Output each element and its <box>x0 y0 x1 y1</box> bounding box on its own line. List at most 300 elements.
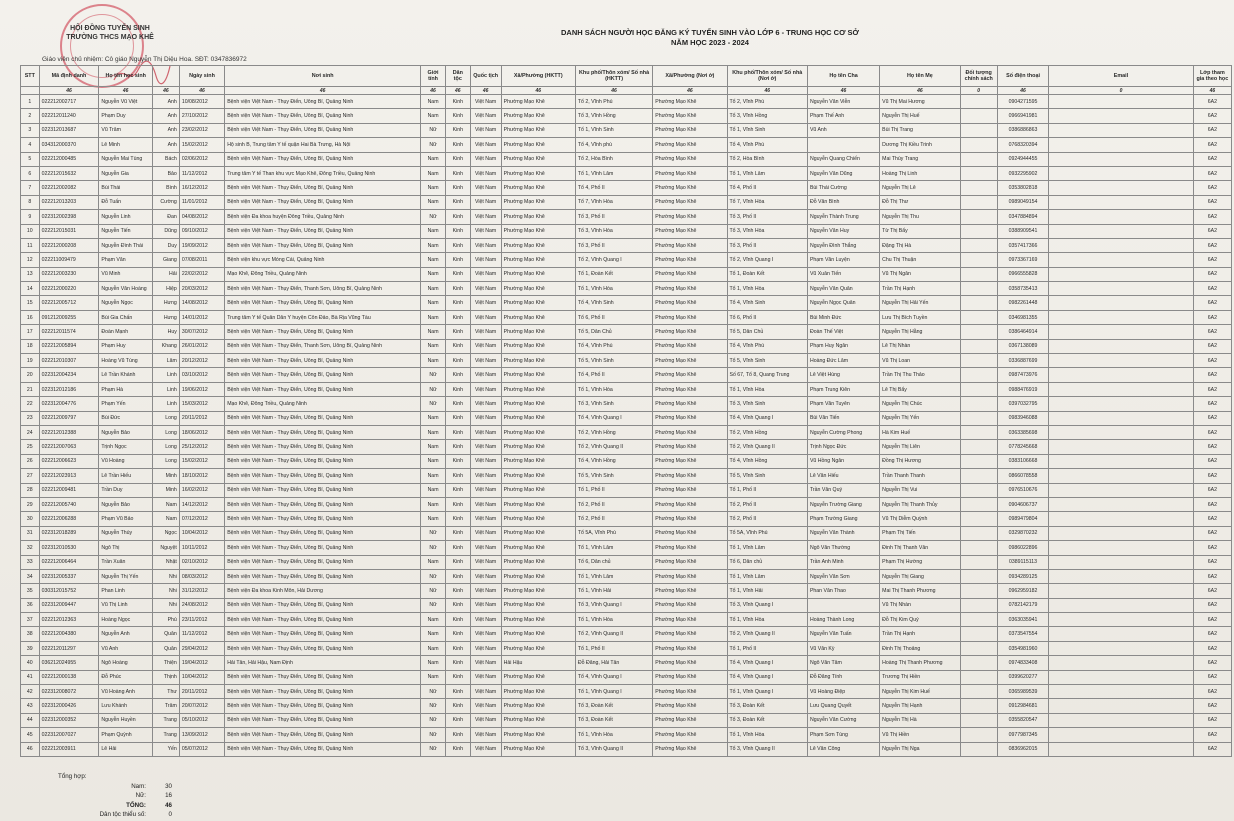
table-cell: Trang <box>153 713 180 727</box>
table-cell: Kinh <box>445 685 470 699</box>
table-cell <box>1049 469 1193 483</box>
table-row <box>21 656 1232 670</box>
table-cell: Nam <box>421 267 446 281</box>
table-row <box>21 469 1232 483</box>
table-cell: 0966941981 <box>997 109 1049 123</box>
table-cell: Nam <box>153 497 180 511</box>
table-cell: Nữ <box>421 685 446 699</box>
table-cell: Phường Mạo Khê <box>653 181 727 195</box>
table-cell: 31 <box>21 526 40 540</box>
table-cell: Lê Văn Hiếu <box>807 469 879 483</box>
table-cell: 6A2 <box>1193 166 1231 180</box>
table-cell: Hải <box>153 267 180 281</box>
table-cell: Tổ 4, Vĩnh Phú <box>727 339 807 353</box>
table-row <box>21 627 1232 641</box>
table-cell: 26 <box>21 454 40 468</box>
org-line-1: HỘI ĐỒNG TUYỂN SINH <box>70 25 150 32</box>
table-row <box>21 497 1232 511</box>
table-cell <box>960 282 997 296</box>
table-cell: Nguyễn Thị Yến <box>880 411 960 425</box>
table-cell: Vũ Thị Mai Hương <box>880 95 960 109</box>
table-cell: Tổ 1, Vĩnh Lâm <box>575 166 652 180</box>
table-cell: Tổ 4, Vĩnh Phú <box>727 138 807 152</box>
table-cell <box>1049 483 1193 497</box>
table-cell: Tổ 6, Phố II <box>727 310 807 324</box>
table-cell: 43 <box>21 699 40 713</box>
table-cell: Lưu Thị Bích Tuyền <box>880 310 960 324</box>
table-cell <box>960 512 997 526</box>
table-cell: Việt Nam <box>470 382 501 396</box>
table-cell: 10 <box>21 224 40 238</box>
table-cell: 30/07/2012 <box>179 325 224 339</box>
table-cell: Tổ 1, Vĩnh Lâm <box>727 166 807 180</box>
table-cell <box>960 627 997 641</box>
table-cell: Nữ <box>421 526 446 540</box>
table-cell: Phường Mạo Khê <box>653 728 727 742</box>
table-row <box>21 713 1232 727</box>
table-cell: Phường Mạo Khê <box>653 613 727 627</box>
table-cell: Vũ Anh <box>807 123 879 137</box>
table-cell: Phường Mạo Khê <box>501 397 575 411</box>
table-cell: Kinh <box>445 699 470 713</box>
table-cell: Nam <box>421 483 446 497</box>
table-cell: Đinh Thị Thanh Vân <box>880 541 960 555</box>
table-cell: Tổ 3, Phố II <box>575 238 652 252</box>
table-cell: 022212023913 <box>39 469 99 483</box>
table-cell: Tổ 4, Phố II <box>727 181 807 195</box>
table-cell: Nguyễn Thị Chúc <box>880 397 960 411</box>
table-cell: 0974833408 <box>997 656 1049 670</box>
column-header: Họ tên học sinh <box>99 66 153 87</box>
table-cell: Phường Mạo Khê <box>501 728 575 742</box>
table-cell: 0373547554 <box>997 627 1049 641</box>
total-label: TỔNG: <box>126 801 146 809</box>
table-cell: 28 <box>21 483 40 497</box>
table-cell: Linh <box>153 382 180 396</box>
table-cell: Phạm Thị Tiến <box>880 526 960 540</box>
table-row <box>21 152 1232 166</box>
table-cell <box>960 411 997 425</box>
title-line-1: DANH SÁCH NGƯỜI HỌC ĐĂNG KÝ TUYỂN SINH VÀO LỚP 6 - TRUNG HỌC CƠ SỞ <box>561 28 859 37</box>
table-cell: 0383106668 <box>997 454 1049 468</box>
table-cell: 16/12/2012 <box>179 181 224 195</box>
table-cell <box>960 440 997 454</box>
table-cell: Việt Nam <box>470 95 501 109</box>
table-cell <box>960 555 997 569</box>
count-cell: 0 <box>960 87 997 95</box>
table-cell <box>1049 152 1193 166</box>
header-row <box>21 66 1232 87</box>
table-cell: 0329870232 <box>997 526 1049 540</box>
table-cell: 022312005337 <box>39 569 99 583</box>
table-cell <box>960 296 997 310</box>
table-cell: 0336887699 <box>997 354 1049 368</box>
table-cell: Long <box>153 411 180 425</box>
table-row <box>21 728 1232 742</box>
table-cell: Kinh <box>445 224 470 238</box>
table-cell: 0388909541 <box>997 224 1049 238</box>
table-cell: Nguyễn Văn Dũng <box>807 166 879 180</box>
table-cell: Đỗ Văn Bình <box>807 195 879 209</box>
table-cell: 7 <box>21 181 40 195</box>
table-cell: Trịnh Ngọc Đức <box>807 440 879 454</box>
table-cell: Phường Mạo Khê <box>653 512 727 526</box>
table-cell: Vũ Thị Hiền <box>880 728 960 742</box>
table-cell: Phường Mạo Khê <box>501 195 575 209</box>
table-cell: Lê Hải <box>99 742 153 756</box>
table-cell: 29 <box>21 497 40 511</box>
table-cell: 11/12/2012 <box>179 166 224 180</box>
table-cell: 6A2 <box>1193 699 1231 713</box>
table-cell: Kinh <box>445 282 470 296</box>
table-cell: 022212011297 <box>39 641 99 655</box>
table-cell: Tổ 3, Đoàn Kết <box>575 699 652 713</box>
table-cell: Tổ 4, Vĩnh Quang I <box>727 656 807 670</box>
male-count: 30 <box>165 782 172 790</box>
table-cell: Giang <box>153 253 180 267</box>
table-cell: Vũ Văn Kỳ <box>807 641 879 655</box>
table-cell: Lưu Quang Quyết <box>807 699 879 713</box>
table-cell: Kinh <box>445 166 470 180</box>
table-cell: Phú <box>153 613 180 627</box>
table-cell: 26/01/2012 <box>179 339 224 353</box>
table-cell: Tổ 1, Đoàn Kết <box>575 267 652 281</box>
table-cell: 45 <box>21 728 40 742</box>
table-cell: Nam <box>421 627 446 641</box>
table-cell: Vũ Xuân Tiến <box>807 267 879 281</box>
table-cell <box>1049 713 1193 727</box>
table-cell: Phường Mạo Khê <box>653 541 727 555</box>
table-cell: 022212011240 <box>39 109 99 123</box>
table-cell <box>960 224 997 238</box>
table-row <box>21 238 1232 252</box>
table-cell <box>960 584 997 598</box>
table-cell: Việt Nam <box>470 627 501 641</box>
table-cell: Nữ <box>421 541 446 555</box>
table-cell: 022212000220 <box>39 282 99 296</box>
table-cell: 6A2 <box>1193 397 1231 411</box>
table-row <box>21 569 1232 583</box>
table-cell: 022212009481 <box>39 483 99 497</box>
table-row <box>21 613 1232 627</box>
table-cell: Kinh <box>445 354 470 368</box>
male-label: Nam: <box>131 782 146 790</box>
table-cell: 19/06/2012 <box>179 382 224 396</box>
table-row <box>21 685 1232 699</box>
table-cell: 6A2 <box>1193 742 1231 756</box>
table-cell: 16/02/2012 <box>179 483 224 497</box>
table-cell: Việt Nam <box>470 584 501 598</box>
count-row <box>21 87 1232 95</box>
table-cell: Đỗ Phúc <box>99 670 153 684</box>
table-cell: Lưu Khánh <box>99 699 153 713</box>
table-cell <box>960 310 997 324</box>
table-cell: 14/01/2012 <box>179 310 224 324</box>
table-cell: 22 <box>21 397 40 411</box>
table-cell: Việt Nam <box>470 598 501 612</box>
table-cell: Tổ 3, Đoàn Kết <box>575 713 652 727</box>
table-cell <box>1049 569 1193 583</box>
table-cell: Phường Mạo Khê <box>501 627 575 641</box>
table-cell: 19/04/2012 <box>179 656 224 670</box>
table-cell: 0386464914 <box>997 325 1049 339</box>
table-cell: Nam <box>421 555 446 569</box>
table-cell: 6A2 <box>1193 454 1231 468</box>
student-table <box>20 65 1232 757</box>
table-cell <box>960 397 997 411</box>
table-cell: Tổ 4, Vĩnh Hồng <box>575 454 652 468</box>
table-cell: 6A2 <box>1193 598 1231 612</box>
table-cell: 0934289125 <box>997 569 1049 583</box>
count-cell: 46 <box>421 87 446 95</box>
table-cell: Kinh <box>445 152 470 166</box>
table-cell: Kinh <box>445 382 470 396</box>
table-cell: Tổ 2, Hòa Bình <box>727 152 807 166</box>
table-cell: Vũ Hoàng Điệp <box>807 685 879 699</box>
table-cell: 03/10/2012 <box>179 368 224 382</box>
table-cell: 37 <box>21 613 40 627</box>
table-cell: Hộ sinh B, Trung tâm Y tế quận Hai Bà Trưng, Hà Nội <box>225 138 421 152</box>
table-cell: Nguyễn Văn Thành <box>807 526 879 540</box>
table-cell: Đỗ Thị Thư <box>880 195 960 209</box>
table-cell: Đinh Thị Thoảng <box>880 641 960 655</box>
table-cell: 5 <box>21 152 40 166</box>
table-cell: 6A2 <box>1193 253 1231 267</box>
table-cell: Lê Việt Hùng <box>807 368 879 382</box>
table-cell: Quân <box>153 627 180 641</box>
table-cell: 46 <box>21 742 40 756</box>
table-cell: 25 <box>21 440 40 454</box>
table-cell: Đoàn Thế Việt <box>807 325 879 339</box>
table-cell: Tổ 3, Phố II <box>575 210 652 224</box>
table-cell: 41 <box>21 670 40 684</box>
table-cell: 6A2 <box>1193 339 1231 353</box>
table-cell: Bệnh viện Việt Nam - Thụy Điển, Uông Bí, Quảng Ninh <box>225 469 421 483</box>
table-cell: Bệnh viện Việt Nam - Thụy Điển, Uông Bí, Quảng Ninh <box>225 569 421 583</box>
table-cell: 6A2 <box>1193 152 1231 166</box>
table-cell: 8 <box>21 195 40 209</box>
table-cell: Phường Mạo Khê <box>653 656 727 670</box>
table-cell: 6A2 <box>1193 238 1231 252</box>
table-cell: 022212002082 <box>39 181 99 195</box>
table-cell: Phạm Trung Kiên <box>807 382 879 396</box>
table-cell: Tổ 1, Vĩnh Hòa <box>575 613 652 627</box>
table-cell: Bệnh viện Việt Nam - Thụy Điển, Uông Bí, Quảng Ninh <box>225 238 421 252</box>
table-cell: Trần Anh Minh <box>807 555 879 569</box>
table-cell: Việt Nam <box>470 123 501 137</box>
table-cell: Tổ 1, Vĩnh Lâm <box>727 541 807 555</box>
table-cell <box>1049 267 1193 281</box>
table-cell: 40 <box>21 656 40 670</box>
table-cell: Kinh <box>445 425 470 439</box>
table-cell: 6A2 <box>1193 224 1231 238</box>
table-cell <box>960 526 997 540</box>
table-cell: 022312010530 <box>39 541 99 555</box>
table-cell: Nam <box>153 512 180 526</box>
table-cell: 6A2 <box>1193 296 1231 310</box>
table-cell: Nguyễn Thị Hạnh <box>880 699 960 713</box>
table-cell: Nguyễn Văn Sơn <box>807 569 879 583</box>
column-header: Khu phố/Thôn xóm/ Số nhà (Nơi ở) <box>727 66 807 87</box>
table-cell: 022212012363 <box>39 613 99 627</box>
table-cell: Kinh <box>445 138 470 152</box>
table-cell: Phạm Huy <box>99 339 153 353</box>
table-cell: Phường Mạo Khê <box>501 454 575 468</box>
table-cell: 022212000138 <box>39 670 99 684</box>
table-cell: Nguyễn Văn Huy <box>807 224 879 238</box>
table-cell <box>1049 166 1193 180</box>
table-cell: Phường Mạo Khê <box>653 713 727 727</box>
table-cell: 6A2 <box>1193 555 1231 569</box>
table-cell: Việt Nam <box>470 440 501 454</box>
table-cell: Bệnh viện Việt Nam - Thụy Điển, Uông Bí, Quảng Ninh <box>225 742 421 756</box>
table-cell: Hưng <box>153 310 180 324</box>
column-header: Số điện thoại <box>997 66 1049 87</box>
table-cell <box>960 483 997 497</box>
table-cell: 0836962015 <box>997 742 1049 756</box>
table-cell: Phường Mạo Khê <box>501 541 575 555</box>
table-cell: Long <box>153 425 180 439</box>
table-cell: 24/08/2012 <box>179 598 224 612</box>
table-cell: 6A2 <box>1193 195 1231 209</box>
table-row <box>21 195 1232 209</box>
table-cell: Đan <box>153 210 180 224</box>
table-row <box>21 555 1232 569</box>
table-cell: Phường Mạo Khê <box>653 584 727 598</box>
table-cell: Việt Nam <box>470 181 501 195</box>
table-cell: Kinh <box>445 512 470 526</box>
table-cell: Vũ Trâm <box>99 123 153 137</box>
table-cell: 6 <box>21 166 40 180</box>
table-cell <box>960 152 997 166</box>
table-row <box>21 584 1232 598</box>
table-cell: Kinh <box>445 267 470 281</box>
table-cell: Mạo Khê, Đông Triều, Quảng Ninh <box>225 397 421 411</box>
table-cell: Việt Nam <box>470 685 501 699</box>
table-cell: Phường Mạo Khê <box>501 210 575 224</box>
table-cell: Bệnh viện Việt Nam - Thụy Điển, Uông Bí, Quảng Ninh <box>225 109 421 123</box>
table-cell: Phường Mạo Khê <box>653 627 727 641</box>
table-cell: Bệnh viện Việt Nam - Thụy Điển, Uông Bí, Quảng Ninh <box>225 613 421 627</box>
table-cell: Tổ 1, Vĩnh Hòa <box>727 282 807 296</box>
column-header: Ngày sinh <box>179 66 224 87</box>
table-cell: Bệnh viện Việt Nam - Thụy Điển, Uông Bí, Quảng Ninh <box>225 325 421 339</box>
table-cell <box>1049 699 1193 713</box>
table-cell: Việt Nam <box>470 512 501 526</box>
table-cell: 022312013687 <box>39 123 99 137</box>
table-cell: Phường Mạo Khê <box>501 382 575 396</box>
table-cell: 0924944455 <box>997 152 1049 166</box>
table-cell: Bệnh viện Việt Nam - Thụy Điển, Uông Bí, Quảng Ninh <box>225 296 421 310</box>
table-cell: 0399620277 <box>997 670 1049 684</box>
table-cell: Phường Mạo Khê <box>501 469 575 483</box>
table-row <box>21 397 1232 411</box>
table-cell <box>960 325 997 339</box>
table-cell: Phường Mạo Khê <box>653 641 727 655</box>
table-cell: Mai Thùy Trang <box>880 152 960 166</box>
table-row <box>21 382 1232 396</box>
table-cell: Việt Nam <box>470 541 501 555</box>
table-cell: Vũ Thị Loan <box>880 354 960 368</box>
table-cell: Việt Nam <box>470 224 501 238</box>
table-cell: Nữ <box>421 728 446 742</box>
table-cell: Nguyễn Văn Viễn <box>807 95 879 109</box>
table-cell: Phường Mạo Khê <box>653 354 727 368</box>
table-cell: Phường Mạo Khê <box>501 123 575 137</box>
table-cell: Tổ 6, Dân chủ <box>575 555 652 569</box>
table-cell: Phường Mạo Khê <box>501 354 575 368</box>
table-cell: Phường Mạo Khê <box>653 555 727 569</box>
table-cell: Tổ 3, Phố II <box>727 210 807 224</box>
table-cell: 15/02/2012 <box>179 454 224 468</box>
female-count: 16 <box>165 792 172 799</box>
title-line-2: NĂM HỌC 2023 - 2024 <box>671 38 749 47</box>
table-cell: 0989049154 <box>997 195 1049 209</box>
table-cell: Đỗ Đăng Tính <box>807 670 879 684</box>
table-cell: 6A2 <box>1193 123 1231 137</box>
table-cell: 022312000426 <box>39 699 99 713</box>
table-cell: Bệnh viện Việt Nam - Thụy Điển, Uông Bí, Quảng Ninh <box>225 95 421 109</box>
table-cell: Nữ <box>421 382 446 396</box>
org-line-2: TRƯỜNG THCS MẠO KHÊ <box>66 34 154 41</box>
table-cell: 11 <box>21 238 40 252</box>
table-cell: Hưng <box>153 296 180 310</box>
table-cell: Nam <box>421 95 446 109</box>
table-cell: Tổ 5, Vĩnh Sinh <box>575 354 652 368</box>
table-cell: 32 <box>21 541 40 555</box>
table-cell: 022212000208 <box>39 238 99 252</box>
table-cell: Tổ 1, Vĩnh Hòa <box>727 613 807 627</box>
table-cell: 022212010307 <box>39 354 99 368</box>
table-cell: 0354981960 <box>997 641 1049 655</box>
table-cell: 33 <box>21 555 40 569</box>
table-cell: Tổ 2, Vĩnh Hồng <box>727 425 807 439</box>
table-cell <box>960 368 997 382</box>
table-cell: 0397032795 <box>997 397 1049 411</box>
table-cell: 0973367169 <box>997 253 1049 267</box>
table-cell: Tổ 5, Vĩnh Sinh <box>727 354 807 368</box>
table-cell: Kinh <box>445 310 470 324</box>
table-cell: Trần Thị Hạnh <box>880 282 960 296</box>
table-cell: Bách <box>153 152 180 166</box>
table-cell: Nguyệt <box>153 541 180 555</box>
count-cell: 46 <box>880 87 960 95</box>
table-cell <box>1049 325 1193 339</box>
table-cell: Đoàn Mạnh <box>99 325 153 339</box>
table-cell: Bệnh viện Việt Nam - Thụy Điển, Uông Bí, Quảng Ninh <box>225 195 421 209</box>
table-cell: Vũ Minh <box>99 267 153 281</box>
table-cell: Tổ 3, Vĩnh Hồng <box>575 109 652 123</box>
table-cell: Phường Mạo Khê <box>501 109 575 123</box>
organization-header <box>55 24 165 42</box>
table-cell: 6A2 <box>1193 210 1231 224</box>
table-cell: Tổ 2, Hòa Bình <box>575 152 652 166</box>
table-cell: 31/12/2012 <box>179 584 224 598</box>
table-row <box>21 296 1232 310</box>
table-cell <box>1049 598 1193 612</box>
table-cell: Phường Mạo Khê <box>501 713 575 727</box>
table-cell: Tổ 3, Đoàn Kết <box>727 713 807 727</box>
table-cell: Bảo <box>153 166 180 180</box>
table-cell: Phường Mạo Khê <box>653 310 727 324</box>
table-cell: 29/04/2012 <box>179 641 224 655</box>
table-cell: Anh <box>153 109 180 123</box>
table-cell: 0932295902 <box>997 166 1049 180</box>
table-cell: Phạm Văn Luyện <box>807 253 879 267</box>
table-cell: Việt Nam <box>470 296 501 310</box>
table-cell: Bệnh viện Đa khoa huyện Đông Triều, Quảng Ninh <box>225 210 421 224</box>
table-cell: 6A2 <box>1193 526 1231 540</box>
